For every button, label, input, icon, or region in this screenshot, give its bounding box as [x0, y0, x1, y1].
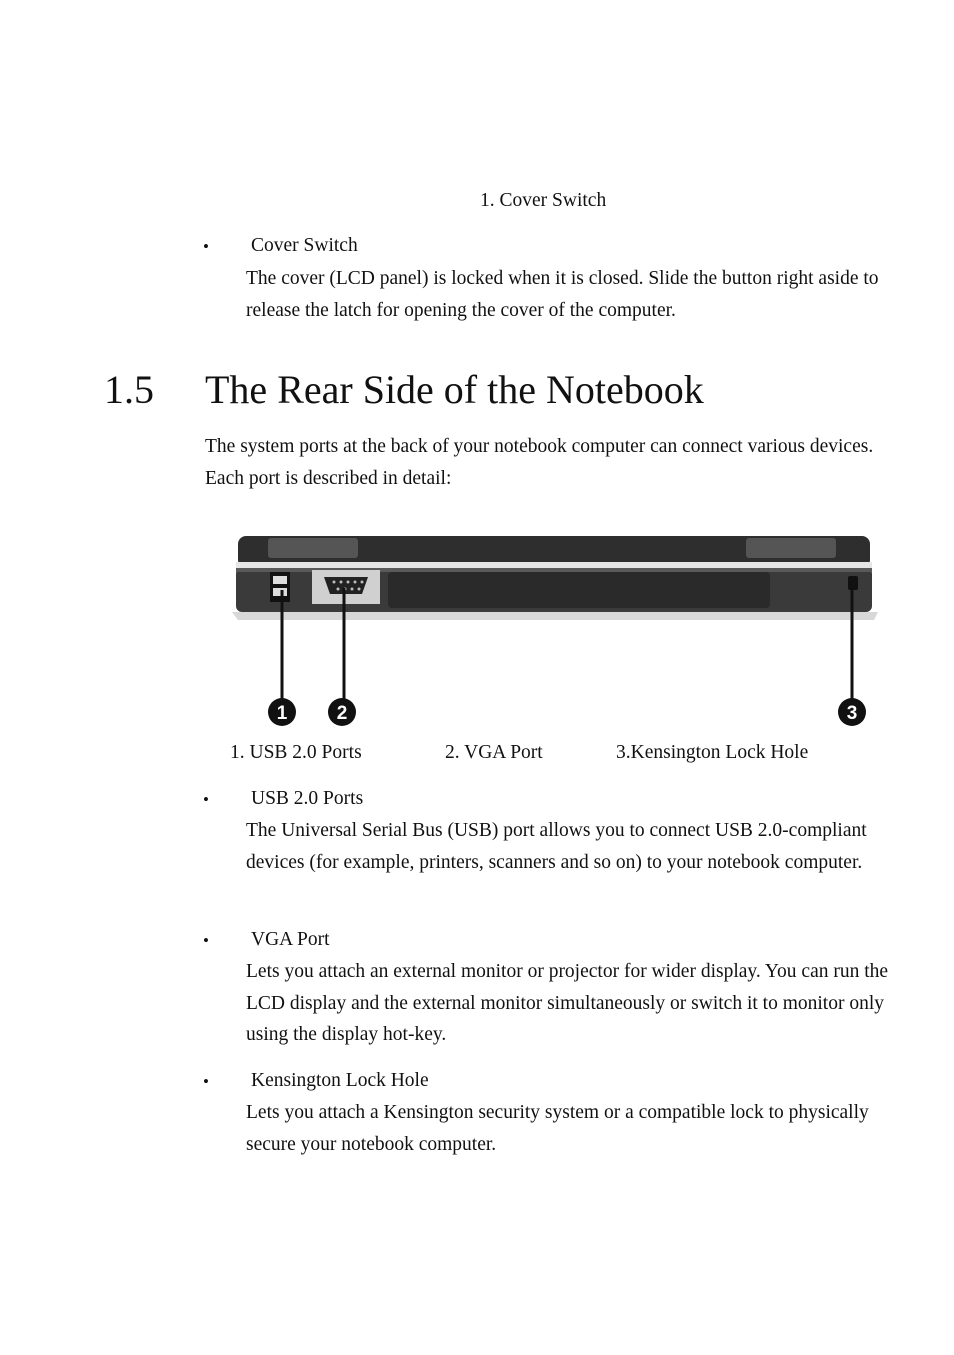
- vga-description: Lets you attach an external monitor or projector for wider display. You can run the LCD display and the external monitor simultaneously or switch it to monitor only using the display hot-key.: [246, 961, 889, 1045]
- kensington-description: Lets you attach a Kensington security system or a compatible lock to physically secure your notebook computer.: [246, 1102, 869, 1155]
- callout-marker: [328, 698, 356, 726]
- section-title: The Rear Side of the Notebook: [205, 367, 704, 412]
- bullet-dot: •: [203, 790, 209, 809]
- figure-caption-kensington: 3.Kensington Lock Hole: [616, 742, 809, 763]
- bullet-dot: •: [203, 931, 209, 950]
- vga-title: VGA Port: [251, 929, 330, 950]
- base-shadow: [232, 612, 878, 620]
- section-number: 1.5: [104, 367, 154, 412]
- cover-switch-description: The cover (LCD panel) is locked when it is closed. Slide the button right aside to release the latch for opening the cover of the computer.: [246, 268, 879, 321]
- usb-title: USB 2.0 Ports: [251, 788, 364, 809]
- battery: [388, 572, 770, 608]
- bullet-dot: •: [203, 1072, 209, 1091]
- figure-caption-usb: 1. USB 2.0 Ports: [230, 742, 362, 763]
- callout-number: 1: [276, 703, 288, 724]
- rear-view-illustration: [228, 528, 880, 728]
- callout-number: 3: [846, 703, 858, 724]
- bullet-dot: •: [203, 237, 209, 256]
- intro-paragraph: The system ports at the back of your notebook computer can connect various devices. Each port is described in detail:: [205, 436, 874, 489]
- cover-switch-title: Cover Switch: [251, 235, 358, 256]
- callout-marker: [838, 698, 866, 726]
- cover-switch-caption: 1. Cover Switch: [480, 190, 607, 211]
- callout-marker: [268, 698, 296, 726]
- callout-number: 2: [336, 703, 348, 724]
- usb-description: The Universal Serial Bus (USB) port allows you to connect USB 2.0-compliant devices (for example, printers, scanners and so on) to your notebook computer.: [246, 820, 867, 873]
- kensington-title: Kensington Lock Hole: [251, 1070, 429, 1091]
- figure-caption-vga: 2. VGA Port: [445, 742, 543, 763]
